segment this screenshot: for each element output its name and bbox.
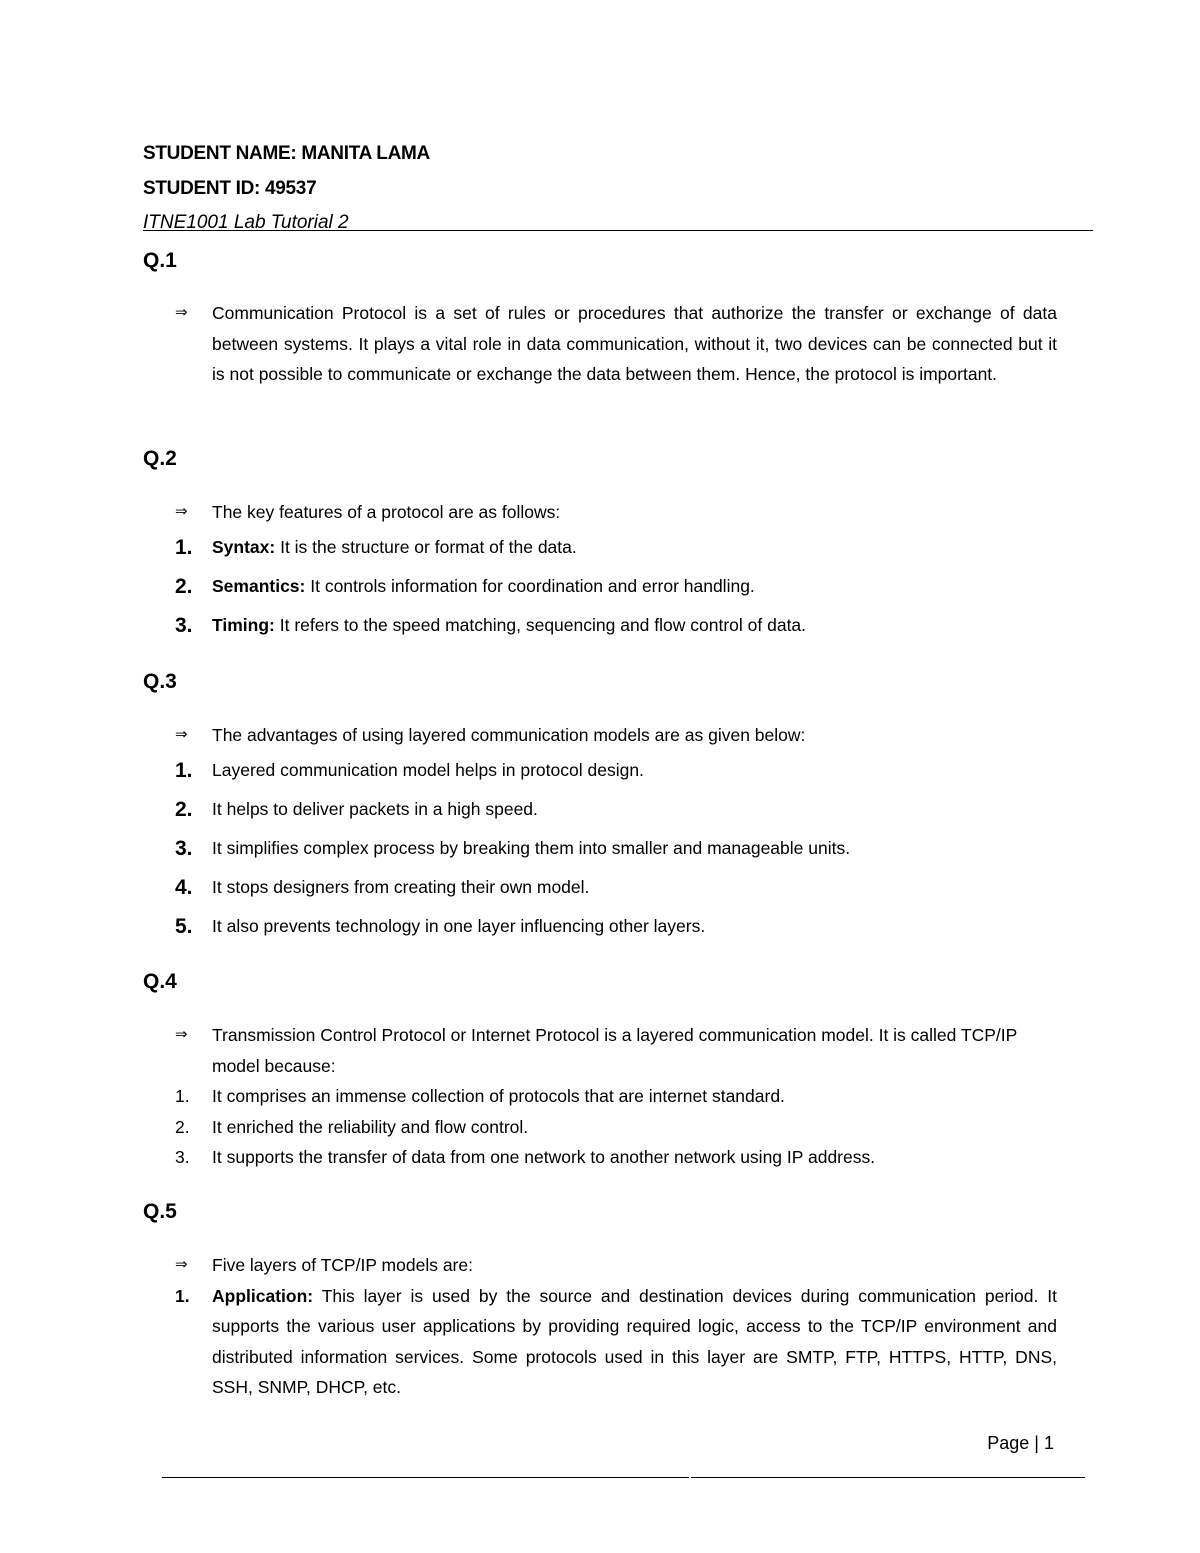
question-1-answer — [175, 298, 1057, 390]
question-3-heading: Q.3 — [143, 670, 177, 693]
list-item — [175, 606, 1057, 645]
list-number: 2. — [175, 574, 193, 598]
list-item — [175, 751, 1057, 790]
list-item — [175, 567, 1057, 606]
question-3-answer — [175, 720, 1057, 946]
question-5-answer — [175, 1250, 1057, 1403]
list-number: 1. — [175, 1285, 190, 1306]
list-number: 2. — [175, 797, 193, 821]
term: Syntax: — [212, 536, 276, 557]
question-5-heading: Q.5 — [143, 1200, 177, 1223]
list-number: 2. — [175, 1116, 190, 1137]
arrow-bullet-icon: ⇒ — [175, 726, 188, 743]
arrow-bullet-icon: ⇒ — [175, 304, 188, 321]
question-2-answer — [175, 497, 1057, 645]
list-item — [175, 907, 1057, 946]
list-number: 1. — [175, 1086, 190, 1106]
list-item — [175, 1142, 1057, 1173]
arrow-bullet-icon: ⇒ — [175, 1026, 188, 1043]
footer-rule-right — [691, 1477, 1085, 1478]
list-item — [175, 829, 1057, 868]
list-text: Layered communication model helps in protocol design. — [212, 759, 644, 780]
term: Semantics: — [212, 575, 306, 596]
question-4-answer — [175, 1020, 1057, 1173]
list-text: It simplifies complex process by breaking them into smaller and manageable units. — [212, 837, 851, 858]
list-number: 3. — [175, 836, 193, 860]
list-text: It also prevents technology in one layer influencing other layers. — [212, 915, 706, 936]
list-item — [175, 790, 1057, 829]
answer-text: Communication Protocol is a set of rules or procedures that authorize the transfer or exchange of data between systems. It plays a vital role in data communication, without it, two devices can be connected but it is not possible to communicate or exchange the data between them. Hence, the protocol is important. — [212, 303, 1057, 384]
arrow-bullet-icon: ⇒ — [175, 1256, 188, 1273]
list-item — [175, 1081, 1057, 1112]
page-number: Page | 1 — [987, 1433, 1054, 1453]
list-number: 5. — [175, 914, 193, 938]
student-id: STUDENT ID: 49537 — [143, 178, 317, 199]
definition: This layer is used by the source and destination devices during communication period. It supports the various user applications by providing required logic, access to the TCP/IP environment and distributed information services. Some protocols used in this layer are SMTP, FTP, HTTPS, HTTP, DNS, SSH, SNMP, DHCP, etc. — [212, 1285, 1057, 1397]
document-title: ITNE1001 Lab Tutorial 2 — [143, 212, 349, 233]
question-2-heading: Q.2 — [143, 447, 177, 470]
definition: It refers to the speed matching, sequencing and flow control of data. — [274, 614, 807, 635]
list-item — [175, 1112, 1057, 1143]
intro-text: The key features of a protocol are as follows: — [212, 502, 561, 522]
definition: It controls information for coordination and error handling. — [305, 575, 755, 596]
list-number: 4. — [175, 875, 193, 899]
footer-rule-left — [162, 1477, 689, 1478]
list-item — [175, 528, 1057, 567]
header-rule — [143, 230, 1093, 231]
term: Application: — [212, 1285, 314, 1306]
intro-text: Transmission Control Protocol or Internet Protocol is a layered communication model. It is called TCP/IP model because: — [212, 1025, 1018, 1076]
intro-text: Five layers of TCP/IP models are: — [212, 1255, 473, 1275]
list-text: It stops designers from creating their own model. — [212, 876, 590, 897]
list-text: It enriched the reliability and flow control. — [212, 1116, 529, 1137]
list-item — [175, 868, 1057, 907]
question-1-heading: Q.1 — [143, 249, 177, 272]
list-number: 1. — [175, 758, 193, 782]
list-text: It helps to deliver packets in a high speed. — [212, 798, 538, 819]
definition: It is the structure or format of the data. — [275, 536, 577, 557]
arrow-bullet-icon: ⇒ — [175, 503, 188, 520]
list-text: It supports the transfer of data from one network to another network using IP address. — [212, 1147, 876, 1167]
list-number: 1. — [175, 535, 193, 559]
student-name: STUDENT NAME: MANITA LAMA — [143, 143, 430, 164]
list-text: It comprises an immense collection of protocols that are internet standard. — [212, 1086, 785, 1106]
list-number: 3. — [175, 613, 193, 637]
list-item — [175, 1281, 1057, 1403]
list-number: 3. — [175, 1147, 190, 1167]
question-4-heading: Q.4 — [143, 970, 177, 993]
intro-text: The advantages of using layered communication models are as given below: — [212, 725, 806, 745]
term: Timing: — [212, 614, 275, 635]
